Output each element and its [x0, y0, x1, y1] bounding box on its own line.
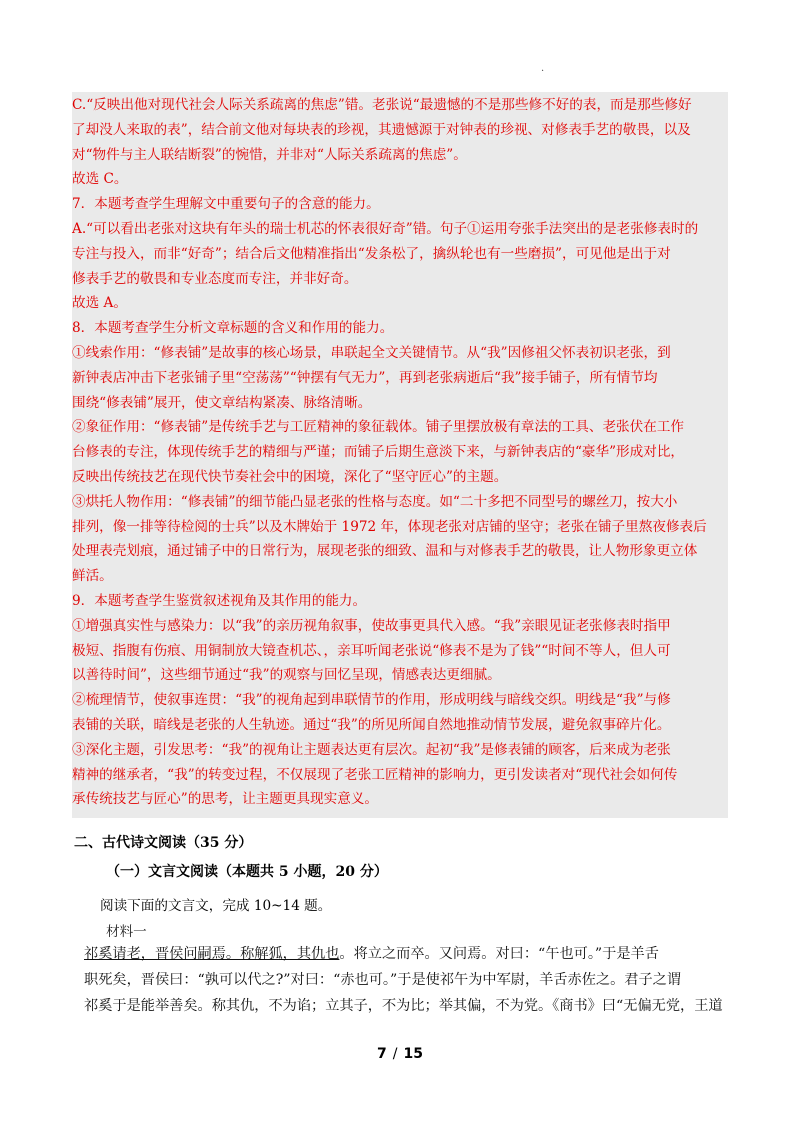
- reading-instruction: 阅读下面的文言文，完成 10~14 题。: [100, 898, 332, 914]
- answer-line: ③烘托人物作用：“修表铺”的细节能凸显老张的性格与态度。如“二十多把不同型号的螺丝刀，按大小: [72, 493, 678, 510]
- passage-text: 。将立之而卒。又问焉。对曰：“午也可。”于是羊舌: [339, 946, 659, 962]
- material-label: 材料一: [106, 924, 147, 940]
- underlined-text: 祁奚请老，晋侯问嗣焉。称解狐，其仇也: [84, 946, 340, 962]
- answer-line: 修表手艺的敬畏和专业态度而专注，并非好奇。: [72, 270, 358, 287]
- answer-line: 专注与投入，而非“好奇”；结合后文他精准指出“发条松了，擒纵轮也有一些磨损”，可见他是出于对: [72, 245, 671, 262]
- answer-line: 9．本题考查学生鉴赏叙述视角及其作用的能力。: [72, 592, 367, 609]
- current-page: 7: [377, 1046, 387, 1062]
- answer-line: A.“可以看出老张对这块有年头的瑞士机芯的怀表很好奇”错。句子①运用夸张手法突出的是老张修表时的: [72, 220, 699, 237]
- section-title: 二、古代诗文阅读（35 分）: [74, 835, 253, 851]
- answer-line: ①线索作用：“修表铺”是故事的核心场景，串联起全文关键情节。从“我”因修祖父怀表初识老张，到: [72, 344, 671, 361]
- answer-line: 对“物件与主人联结断裂”的惋惜，并非对“人际关系疏离的焦虑”。: [72, 146, 467, 163]
- answer-line: 新钟表店冲击下老张铺子里“空荡荡”“钟摆有气无力”，再到老张病逝后“我”接手铺子，所有情节均: [72, 369, 658, 386]
- answer-line: 台修表的专注，体现传统手艺的精细与严谨；而铺子后期生意淡下来，与新钟表店的“豪华”形成对比，: [72, 444, 685, 461]
- answer-line: 反映出传统技艺在现代快节奏社会中的困境，深化了“坚守匠心”的主题。: [72, 468, 508, 485]
- subsection-title: （一）文言文阅读（本题共 5 小题，20 分）: [106, 864, 388, 880]
- answer-line: 精神的继承者，“我”的转变过程，不仅展现了老张工匠精神的影响力，更引发读者对“现代社会如何传: [72, 766, 678, 783]
- answer-line: 以善待时间”，这些细节通过“我”的观察与回忆呈现，情感表达更细腻。: [72, 667, 501, 684]
- passage-line: [84, 941, 734, 967]
- answer-line: ②梳理情节，使叙事连贯：“我”的视角起到串联情节的作用，形成明线与暗线交织。明线是“我”与修: [72, 692, 671, 709]
- answer-line: ①增强真实性与感染力：以“我”的亲历视角叙事，使故事更具代入感。“我”亲眼见证老张修表时指甲: [72, 617, 671, 634]
- total-pages: 15: [403, 1046, 423, 1062]
- answer-line: 承传统技艺与匠心”的思考，让主题更具现实意义。: [72, 791, 379, 808]
- answer-line: 排列，像一排等待检阅的士兵”以及木牌始于 1972 年，体现老张对店铺的坚守；老张在铺子里熬夜修表后: [72, 518, 707, 535]
- answer-line: ③深化主题，引发思考：“我”的视角让主题表达更有层次。起初“我”是修表铺的顾客，后来成为老张: [72, 741, 671, 758]
- answer-line: 极短、指腹有伤痕、用铜制放大镜查机芯、，亲耳听闻老张说“修表不是为了钱”“时间不等人，但人可: [72, 642, 671, 659]
- classical-passage: [84, 941, 734, 1019]
- answer-line: 7．本题考查学生理解文中重要句子的含意的能力。: [72, 196, 380, 213]
- passage-line: 祁奚于是能举善矣。称其仇，不为谄；立其子，不为比；举其偏，不为党。《商书》曰“无偏无党，王道: [84, 998, 723, 1014]
- answer-line: 故选 C。: [72, 171, 128, 188]
- page-mark: ·: [541, 66, 545, 77]
- answer-line: 处理表壳划痕，通过铺子中的日常行为，展现老张的细致、温和与对修表手艺的敬畏，让人物形象更立体: [72, 543, 698, 560]
- answer-line: 鲜活。: [72, 568, 113, 585]
- answer-line: 8．本题考查学生分析文章标题的含义和作用的能力。: [72, 320, 394, 337]
- page-number: [0, 1046, 800, 1062]
- answer-line: 了却没人来取的表”，结合前文他对每块表的珍视，其遗憾源于对钟表的珍视、对修表手艺的敬畏，以及: [72, 121, 691, 138]
- answer-explanations: [72, 92, 728, 818]
- answer-line: ②象征作用：“修表铺”是传统手艺与工匠精神的象征载体。铺子里摆放极有章法的工具、老张伏在工作: [72, 419, 685, 436]
- answer-line: 故选 A。: [72, 295, 127, 312]
- page-separator: /: [392, 1046, 398, 1062]
- passage-line: 职死矣，晋侯曰：“孰可以代之?”对曰：“赤也可。”于是使祁午为中军尉，羊舌赤佐之。君子之谓: [84, 972, 682, 988]
- answer-line: C.“反映出他对现代社会人际关系疏离的焦虑”错。老张说“最遗憾的不是那些修不好的表，而是那些修好: [72, 97, 692, 113]
- answer-line: 围绕“修表铺”展开，使文章结构紧凑、脉络清晰。: [72, 394, 372, 411]
- answer-line: 表铺的关联，暗线是老张的人生轨迹。通过“我”的所见所闻自然地推动情节发展，避免叙事碎片化。: [72, 716, 671, 733]
